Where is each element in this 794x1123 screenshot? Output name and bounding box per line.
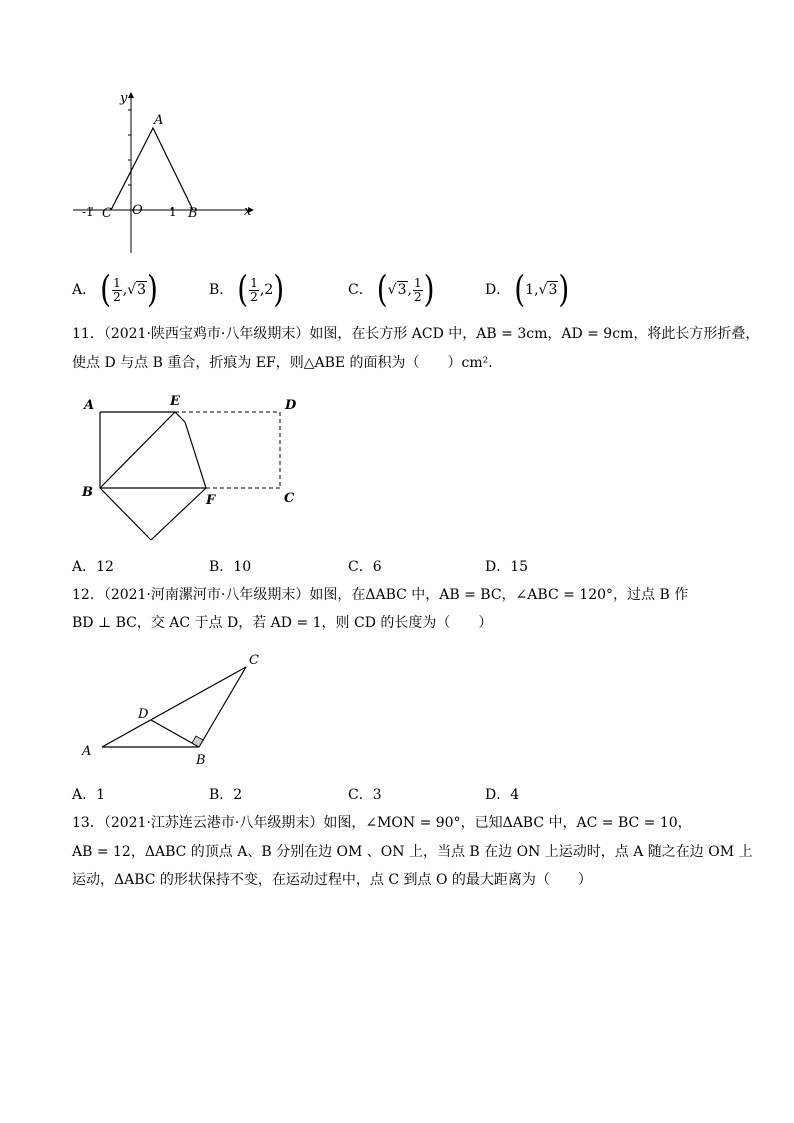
q10-option-b[interactable]: B． ( $\frac{1}{2}$ , 2 )	[209, 267, 285, 311]
q10-option-c[interactable]: C． ( √3 , $\frac{1}{2}$ )	[348, 267, 435, 311]
label-d: D	[285, 398, 297, 413]
q11-option-c[interactable]: C．6	[348, 559, 382, 575]
q11-line2: 使点 D 与点 B 重合，折痕为 EF，则△ABE 的面积为（ ）cm²．	[72, 355, 503, 371]
label-a: A	[154, 113, 164, 128]
q10-option-d[interactable]: D． ( 1 , √3 )	[485, 267, 570, 311]
q11-option-d[interactable]: D．15	[485, 559, 529, 575]
q12-option-b[interactable]: B．2	[209, 787, 243, 803]
y-axis-arrow	[128, 92, 134, 98]
q11-option-b[interactable]: B．10	[209, 559, 252, 575]
label-neg1: -1	[82, 205, 94, 219]
label-c: C	[102, 206, 112, 221]
q11-option-a[interactable]: A．12	[72, 559, 114, 575]
label-f: F	[206, 493, 216, 508]
label-a: A	[84, 398, 95, 413]
label-e: E	[170, 394, 180, 409]
q12-option-d[interactable]: D．4	[485, 787, 520, 803]
q12-option-c[interactable]: C．3	[348, 787, 382, 803]
q12-line1: 12．（2021·河南漯河市·八年级期末）如图，在ΔABC 中，AB = BC，∠ABC = 120°，过点 B 作	[72, 587, 689, 603]
label-b: B	[196, 753, 206, 768]
q11-line1: 11．（2021·陕西宝鸡市·八年级期末）如图，在长方形 ACD 中，AB = 3cm，AD = 9cm，将此长方形折叠，	[72, 326, 760, 342]
label-x: x	[244, 204, 252, 219]
label-b: B	[82, 485, 93, 500]
label-c: C	[284, 491, 295, 506]
label-d: D	[138, 707, 149, 722]
label-o: O	[132, 203, 143, 218]
label-y: y	[120, 91, 128, 106]
right-angle-mark	[192, 736, 203, 747]
q12-figure	[76, 646, 276, 771]
option-letter: B．	[209, 282, 234, 298]
q13-line3: 运动，ΔABC 的形状保持不变，在运动过程中，点 C 到点 O 的最大距离为（ ）	[72, 872, 592, 888]
coordinate-figure	[68, 88, 258, 258]
option-letter: D．	[485, 282, 511, 298]
label-1: 1	[169, 205, 177, 219]
label-b: B	[188, 206, 198, 221]
q11-figure	[78, 392, 308, 547]
q12-option-a[interactable]: A．1	[72, 787, 106, 803]
q12-line2: BD ⊥ BC，交 AC 于点 D，若 AD = 1，则 CD 的长度为（ ）	[72, 615, 493, 631]
label-a: A	[82, 744, 92, 759]
label-c: C	[249, 653, 259, 668]
q10-option-a[interactable]: A． ( $\frac{1}{2}$ , √3 )	[72, 267, 158, 311]
option-letter: A．	[72, 282, 97, 298]
triangle-abc	[111, 128, 193, 210]
option-letter: C．	[348, 282, 373, 298]
q13-line1: 13．（2021·江苏连云港市·八年级期末）如图，∠MON = 90°，已知ΔABC 中，AC = BC = 10，	[72, 815, 692, 831]
q13-line2: AB = 12，ΔABC 的顶点 A、B 分别在边 OM 、ON 上，当点 B 在边 ON 上运动时，点 A 随之在边 OM 上	[72, 844, 753, 860]
